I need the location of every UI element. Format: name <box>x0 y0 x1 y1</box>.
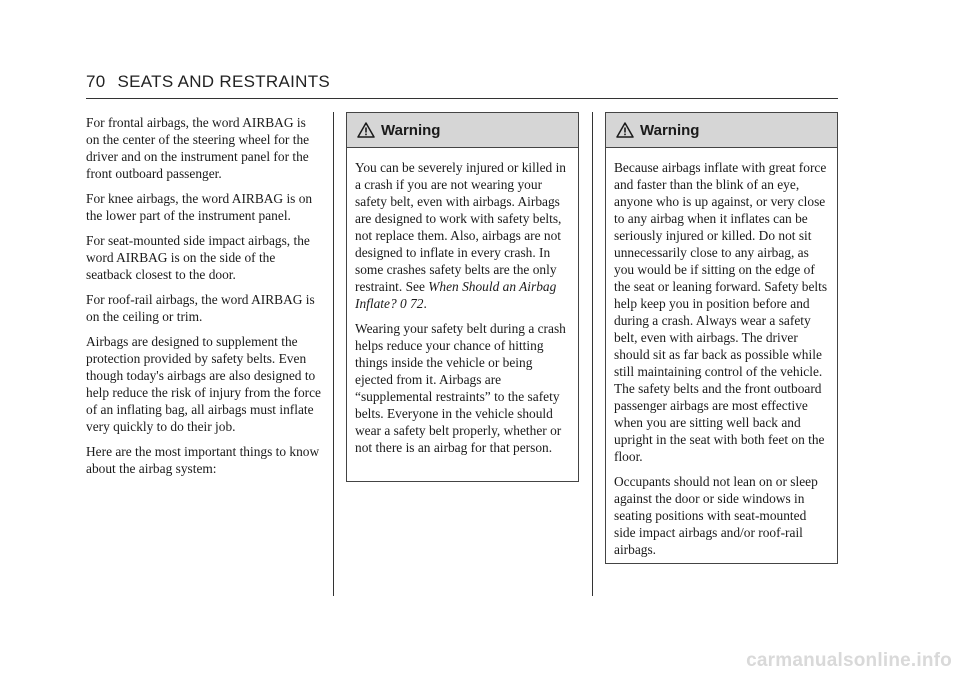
warning-title: Warning <box>640 121 700 139</box>
warning-box <box>605 112 838 564</box>
warning-paragraph: Wearing your safety belt during a crash helps reduce your chance of hitting things inside the vehicle or being ejected from it. Airbags are “supplemental restraints” to the safety belts. Everyone in the vehicle should wear a safety belt properly, whether or not there is an airbag for that person. <box>355 321 566 455</box>
warning-header <box>606 113 837 148</box>
section-title: SEATS AND RESTRAINTS <box>117 72 331 91</box>
column-divider <box>592 112 593 596</box>
page-number: 70 <box>86 72 106 91</box>
warning-paragraph: Occupants should not lean on or sleep against the door or side windows in seating positions with seat-mounted side impact airbags and/or roof-rail airbags. <box>614 474 818 557</box>
warning-title: Warning <box>381 121 441 139</box>
warning-triangle-icon <box>616 122 634 138</box>
page-reference-icon: 0 <box>400 296 407 311</box>
warning-paragraph: You can be severely injured or killed in a crash if you are not wearing your safety belt, even with airbags. Airbags are designed to work with safety belts, not replace them. Also, airbags are not designed to inflate in every crash. In some crashes safety belts are the only restraint. See When Should an Airbag Inflate? 0 72. <box>355 160 566 311</box>
watermark: carmanualsonline.info <box>746 650 952 671</box>
paragraph: For knee airbags, the word AIRBAG is on the lower part of the instrument panel. <box>86 191 313 223</box>
warning-box <box>346 112 579 482</box>
paragraph: For roof-rail airbags, the word AIRBAG is on the ceiling or trim. <box>86 292 315 324</box>
warning-header <box>347 113 578 148</box>
column-divider <box>333 112 334 596</box>
header-rule <box>86 98 838 99</box>
warning-triangle-icon <box>357 122 375 138</box>
paragraph: For frontal airbags, the word AIRBAG is on the center of the steering wheel for the driver and on the instrument panel for the front outboard passenger. <box>86 115 310 181</box>
paragraph: Airbags are designed to supplement the protection provided by safety belts. Even though today's airbags are also designed to help reduce the risk of injury from the force of an inflating bag, all airbags must inflate very quickly to do their job. <box>86 334 321 434</box>
warning-paragraph: Because airbags inflate with great force and faster than the blink of an eye, anyone who is up against, or very close to any airbag when it inflates can be seriously injured or killed. Do not sit unnecessarily close to any airbag, as you would be if sitting on the edge of the seat or leaning forward. Safety belts help keep you in position before and during a crash. Always wear a safety belt, even with airbags. The driver should sit as far back as possible while still maintaining control of the vehicle. The safety belts and the front outboard passenger airbags are most effective when you are sitting well back and upright in the seat with both feet on the floor. <box>614 160 828 464</box>
cross-reference-link[interactable]: When Should an Airbag Inflate? 0 72 <box>355 279 557 311</box>
text-column <box>86 114 322 485</box>
page-header <box>86 72 330 92</box>
paragraph: For seat-mounted side impact airbags, the word AIRBAG is on the side of the seatback closest to the door. <box>86 233 310 282</box>
paragraph: Here are the most important things to know about the airbag system: <box>86 444 320 476</box>
